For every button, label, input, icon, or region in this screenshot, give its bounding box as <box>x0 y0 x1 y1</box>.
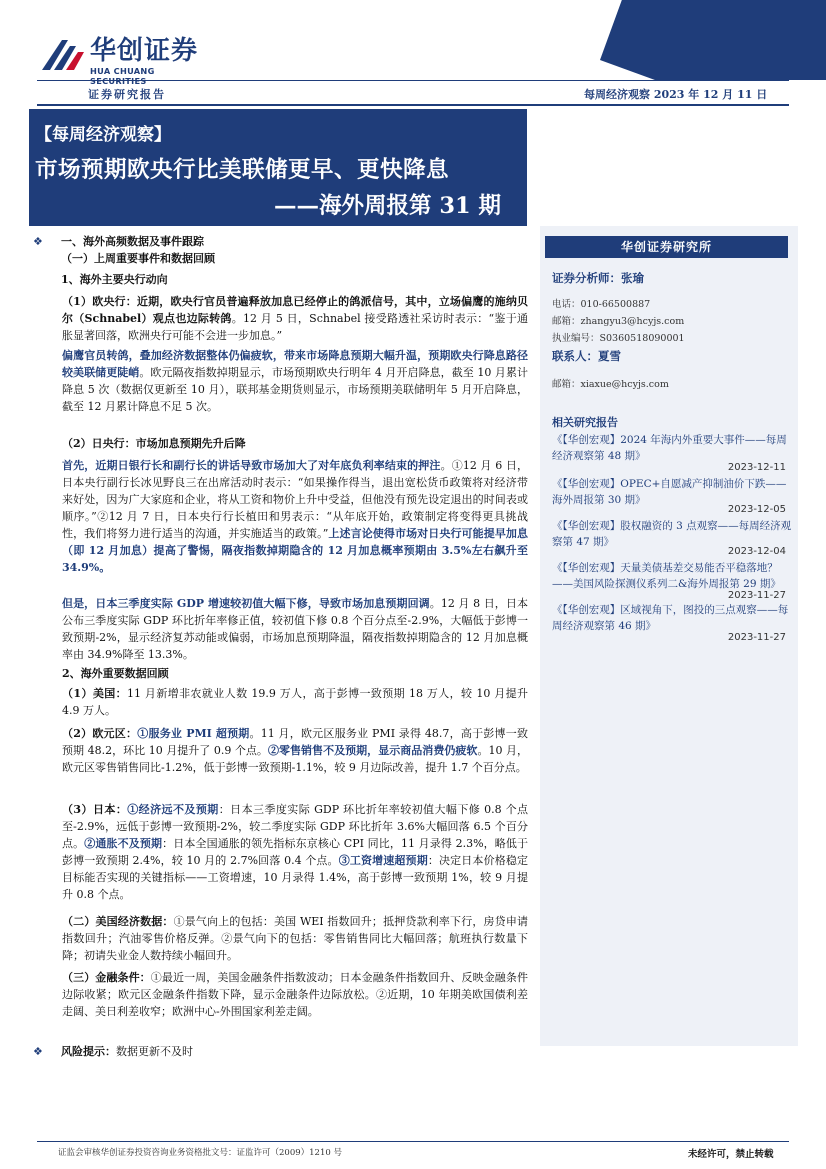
s2-text: ①景气向上的包括：美国 WEI 指数回升；抵押贷款利率下行，房贷申请指数回升；汽油零售价格反弹。②景气向下的包括：零售销售同比大幅回落；航班执行数量下降；初请失业金人数持续小幅回升。 <box>62 915 528 962</box>
eu-bold-1: ①服务业 PMI 超预期 <box>137 727 250 740</box>
ecb-label: （1）欧央行： <box>62 295 137 308</box>
jp-text-2: ：日本全国通胀的领先指标东京核心 CPI 同比，11 月录得 2.3%，略低于彭博一致预期 2.4%，较 10 月的 2.7%回落 0.4 个点。 <box>62 837 529 867</box>
jp-text-1: ：日本三季度实际 GDP 环比折年率较初值大幅下修 0.8 个点至-2.9%，远低于彭博一致预期-2%，较二季度实际 GDP 环比折年 3.6%大幅回落 6.5 个百分点。 <box>62 803 529 850</box>
related-report-date: 2023-12-11 <box>727 462 786 473</box>
paragraph-ecb <box>62 293 528 344</box>
related-report-link[interactable]: 《【华创宏观】股权融资的 3 点观察——每周经济观察第 47 期》 <box>552 520 792 548</box>
analyst-phone: 电话：010-66500887 <box>552 299 651 310</box>
eu-bold-2: ②零售销售不及预期，显示商品消费仍疲软 <box>267 744 478 757</box>
bullet-icon: ❖ <box>33 1045 43 1058</box>
eu-text-1: 。11 月，欧元区服务业 PMI 录得 48.7，高于彭博一致预期 48.2，环比 10 月提升了 0.9 个点。 <box>62 727 529 757</box>
report-title: 市场预期欧央行比美联储更早、更快降息 <box>35 157 450 183</box>
contact-email: 邮箱：xiaxue@hcyjs.com <box>552 379 669 390</box>
paragraph-boj-2 <box>62 595 528 663</box>
ecb2-bold: 偏鹰官员转鸽，叠加经济数据整体仍偏疲软，带来市场降息预期大幅升温，预期欧央行降息路径较美联储更陡峭 <box>62 349 528 379</box>
report-subtitle: ——海外周报第 31 期 <box>274 193 501 219</box>
related-report-date: 2023-12-04 <box>727 546 786 557</box>
subsection-heading: 2、海外重要数据回顾 <box>62 667 169 680</box>
analyst-email: 邮箱：zhangyu3@hcyjs.com <box>552 316 685 327</box>
related-report-link[interactable]: 《【华创宏观】区域视角下，图投的三点观察——每周经济观察第 46 期》 <box>552 604 789 632</box>
header-divider-thick <box>37 104 789 106</box>
series-date: 每周经济观察 2023 年 12 月 11 日 <box>584 88 768 101</box>
paragraph-us-economy <box>62 913 528 964</box>
risk-warning <box>61 1043 193 1060</box>
analyst-license: 执业编号：S0360518090001 <box>552 333 685 344</box>
sidebar <box>540 226 798 1046</box>
boj1-text: 。①12 月 6 日，日本央行副行长冰见野良三在出席活动时表示：“如果操作得当，退出宽松货币政策将对经济带来好处，因为广大家庭和企业，将从工资和物价上升中受益，但他没有预先设定退出的时间表或顺序。”②12 月 7 日，日本央行行长植田和男表示：“从年底开始，政策制定将变得更具挑战性，我们将努力进行适当的沟通，并实施适当的政策。” <box>62 459 528 540</box>
footer-license: 证监会审核华创证券投资咨询业务资格批文号：证监许可（2009）1210 号 <box>58 1148 342 1158</box>
jp-label: （3）日本： <box>62 803 128 816</box>
jp-text-3: ：决定日本价格稳定目标能否实现的关键指标——工资增速，10 月录得 1.4%，高于彭博一致预期 1%，较 9 月提升 0.8 个点。 <box>62 854 528 901</box>
header-divider <box>37 80 789 81</box>
boj2-bold: 但是，日本三季度实际 GDP 增速较初值大幅下修，导致市场加息预期回调 <box>62 597 430 610</box>
ecb2-text: 。欧元隔夜指数掉期显示，市场预期欧央行明年 4 月开启降息，截至 10 月累计降息 5 次（数据仅更新至 10 月），联邦基金期货则显示，市场预期美联储明年 5 月开启降息，截至 12 月累计降息不足 5 次。 <box>62 366 529 413</box>
related-report-link[interactable]: 《【华创宏观】OPEC+自愿减产抑制油价下跌——海外周报第 30 期》 <box>552 478 787 506</box>
paragraph-ecb-2 <box>62 347 528 415</box>
related-report-date: 2023-11-27 <box>727 632 786 643</box>
contact-name: 联系人：夏雪 <box>552 349 621 363</box>
subsection-heading: （一）上周重要事件和数据回顾 <box>61 252 215 265</box>
related-reports-heading: 相关研究报告 <box>552 416 618 429</box>
eu-label: （2）欧元区： <box>62 727 138 740</box>
title-banner <box>29 109 527 226</box>
footer-divider <box>37 1141 789 1142</box>
paragraph-japan <box>62 801 528 903</box>
boj1-bold: 首先，近期日银行长和副行长的讲话导致市场加大了对年底负利率结束的押注 <box>62 459 441 472</box>
section-heading: 一、海外高频数据及事件跟踪 <box>61 235 204 248</box>
risk-label: 风险提示： <box>61 1045 116 1058</box>
eu-text-2: 。10 月，欧元区零售销售同比-1.2%，低于彭博一致预期-1.1%，较 9 月边际改善，提升 1.7 个百分点。 <box>62 744 529 774</box>
logo-chinese-name: 华创证券 <box>90 36 199 66</box>
sidebar-header: 华创证券研究所 <box>545 236 788 258</box>
logo-mark-icon <box>40 36 86 76</box>
boj1-bold2: 上述言论使得市场对日央行可能提早加息（即 12 月加息）提高了警惕，隔夜指数掉期隐含的 12 月加息概率预期由 3.5%左右飙升至 34.9%。 <box>62 527 529 574</box>
boj-label: （2）日央行：市场加息预期先升后降 <box>62 437 246 450</box>
paragraph-us <box>62 685 528 719</box>
paragraph-financial-conditions <box>62 969 528 1020</box>
paragraph-boj-1 <box>62 457 528 576</box>
us-text: 11 月新增非农就业人数 19.9 万人，高于彭博一致预期 18 万人，较 10 月提升 4.9 万人。 <box>62 687 528 717</box>
logo-english-name: HUA CHUANG SECURITIES <box>90 66 155 86</box>
boj2-text: 。12 月 8 日，日本公布三季度实际 GDP 环比折年率修正值，较初值下修 0.8 个百分点至-2.9%，大幅低于彭博一致预期-2%，显示经济复苏动能或偏弱，市场加息预期降温，隔夜指数掉期隐含的 12 月加息概率由 34.9%降至 13.3%。 <box>62 597 528 661</box>
header-corner-decoration <box>600 0 826 80</box>
jp-bold-3: ③工资增速超预期 <box>338 854 428 867</box>
s3-text: ①最近一周，美国金融条件指数波动；日本金融条件指数回升、反映金融条件边际收紧；欧元区金融条件指数下降，显示金融条件边际放松。②近期，10 年期美欧国债利差走阔、美日利差收窄；欧洲中心-外围国家利差走阔。 <box>62 971 528 1018</box>
ecb-bold: 近期，欧央行官员普遍释放加息已经停止的鸽派信号，其中，立场偏鹰的施纳贝尔（Schnabel）观点也边际转鸽 <box>62 295 529 325</box>
ecb-text: 。12 月 5 日，Schnabel 接受路透社采访时表示：“鉴于通胀显著回落，欧洲央行可能不会进一步加息。” <box>62 312 528 342</box>
related-report-date: 2023-12-05 <box>727 504 786 515</box>
risk-text: 数据更新不及时 <box>116 1045 193 1058</box>
paragraph-eurozone <box>62 725 528 776</box>
jp-bold-2: ②通胀不及预期 <box>84 837 163 850</box>
footer-notice: 未经许可，禁止转载 <box>688 1149 774 1160</box>
related-report-link[interactable]: 《【华创宏观】天量美债基差交易能否平稳落地？——美国风险探测仪系列二&海外周报第 29 期》 <box>552 562 781 590</box>
banner-series: 【每周经济观察】 <box>35 125 171 145</box>
s2-label: （二）美国经济数据： <box>62 915 174 928</box>
bullet-icon: ❖ <box>33 235 43 248</box>
company-logo <box>40 36 200 86</box>
s3-label: （三）金融条件： <box>62 971 151 984</box>
related-report-date: 2023-11-27 <box>727 590 786 601</box>
us-label: （1）美国： <box>62 687 128 700</box>
report-type: 证券研究报告 <box>88 88 166 101</box>
related-report-link[interactable]: 《【华创宏观】2024 年海内外重要大事件——每周经济观察第 48 期》 <box>552 434 787 462</box>
jp-bold-1: ①经济远不及预期 <box>127 803 219 816</box>
subsection-heading: 1、海外主要央行动向 <box>61 273 168 286</box>
analyst-name: 证券分析师：张瑜 <box>552 271 644 285</box>
